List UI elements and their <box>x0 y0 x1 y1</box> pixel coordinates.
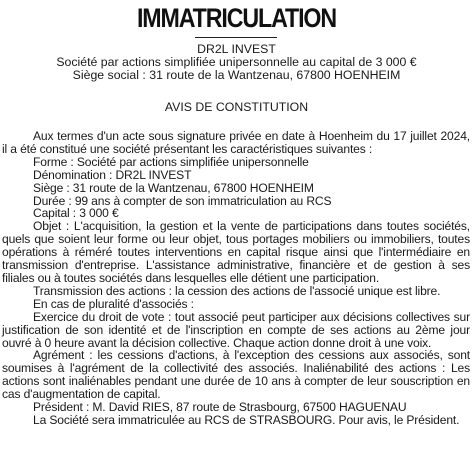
notice-title: AVIS DE CONSTITUTION <box>164 100 309 114</box>
company-name: DR2L INVEST <box>197 42 276 56</box>
company-form-capital: Société par actions simplifiée unipersonnelle au capital de 3 000 € <box>56 55 417 70</box>
company-seat: Siège social : 31 route de la Wantzenau, 67800 HOENHEIM <box>72 68 401 83</box>
paragraph-capital: Capital : 3 000 € <box>33 206 119 221</box>
notice-heading: IMMATRICULATION <box>136 3 337 33</box>
paragraph-pluralite: En cas de pluralité d'associés : <box>33 296 194 311</box>
heading-divider <box>195 37 277 38</box>
paragraph-forme: Forme : Société par actions simplifiée unipersonnelle <box>33 154 309 169</box>
paragraph-intro: Aux termes d'un acte sous signature privée en date à Hoenheim du 17 juillet 2024, il a été constitué une société présentant les caractéristiques suivantes : <box>2 129 470 156</box>
paragraph-agrement: Agrément : les cessions d'actions, à l'exception des cessions aux associés, sont soumises à l'agrément de la collectivité des associés. Inaliénabilité des actions : Les actions sont inaliénables pendant une durée de 10 ans à compter de leur souscription en cas d'augmentation de capital. <box>2 348 470 402</box>
company-header <box>2 43 471 83</box>
paragraph-denomination: Dénomination : DR2L INVEST <box>33 167 192 182</box>
paragraph-president: Président : M. David RIES, 87 route de Strasbourg, 67500 HAGUENAU <box>33 400 407 415</box>
paragraph-closing: La Société sera immatriculée au RCS de STRASBOURG. Pour avis, le Président. <box>33 412 460 427</box>
paragraph-duree: Durée : 99 ans à compter de son immatriculation au RCS <box>33 193 332 208</box>
notice-body <box>2 130 470 427</box>
paragraph-vote: Exercice du droit de vote : tout associé peut participer aux décisions collectives sur justification de son identité et de l'inscription en compte de ses actions au 2ème jour ouvré à 0 heure avant la décision collective. Chaque action donne droit à une voix. <box>2 309 470 350</box>
paragraph-siege: Siège : 31 route de la Wantzenau, 67800 HOENHEIM <box>33 180 314 195</box>
paragraph-objet: Objet : L'acquisition, la gestion et la vente de participations dans toutes sociétés, quels que soient leur forme ou leur objet, tous portages mobiliers ou immobiliers, toutes opérations à réméré toutes interventions en capital risque ainsi que l'intermédiaire en transmission d'entreprise. L'assistance administrative, financière et de gestion à ses filiales ou à toutes sociétés dans lesquelles elle détient une participation. <box>2 219 470 285</box>
paragraph-transmission: Transmission des actions : la cession des actions de l'associé unique est libre. <box>33 283 441 298</box>
